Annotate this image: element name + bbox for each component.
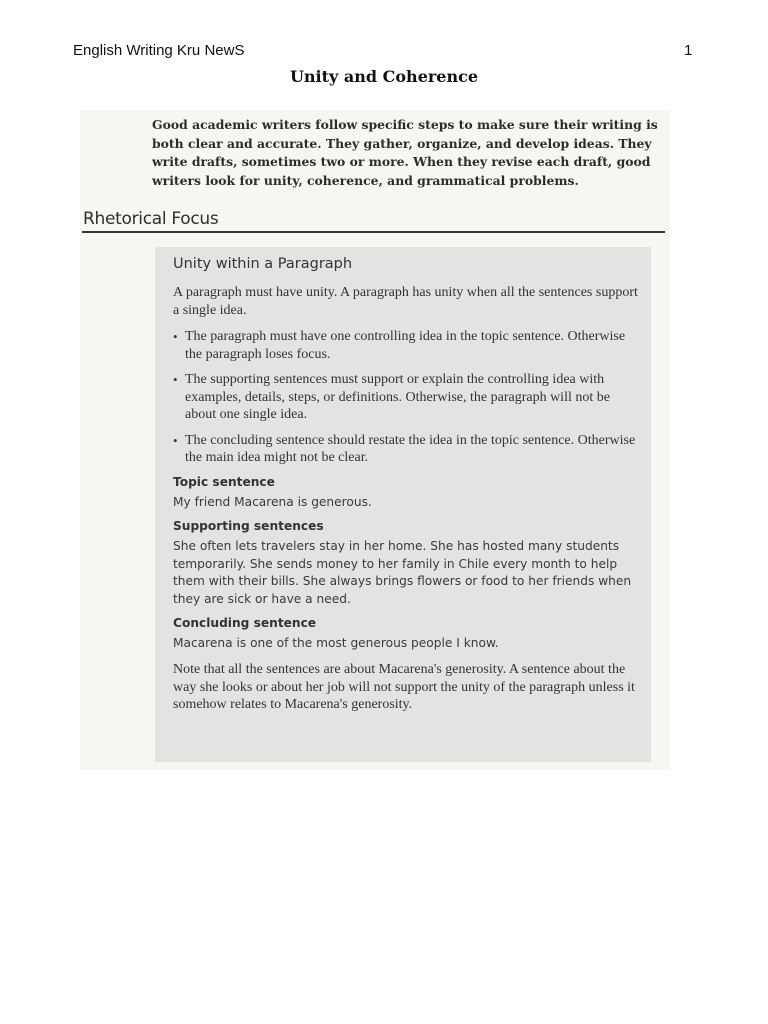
bullet-icon: • — [173, 329, 178, 344]
list-item — [173, 328, 643, 363]
box-title: Unity within a Paragraph — [173, 256, 353, 272]
bullet-icon: • — [173, 432, 178, 448]
rules-list — [173, 328, 643, 467]
bullet-icon: • — [173, 372, 178, 387]
list-item-text: The concluding sentence should restate the idea in the topic sentence. Otherwise the main idea might not be clear. — [185, 432, 636, 465]
list-item-text: The paragraph must have one controlling idea in the topic sentence. Otherwise the paragraph loses focus. — [185, 329, 626, 362]
list-item — [173, 432, 643, 467]
document-header-title: English Writing Kru NewS — [73, 42, 245, 59]
note-paragraph: Note that all the sentences are about Macarena's generosity. A sentence about the way she looks or about her job will not support the unity of the paragraph unless it somehow relates to Macarena's generosity. — [173, 662, 635, 713]
page-number: 1 — [684, 42, 693, 59]
concluding-sentence-label: Concluding sentence — [173, 616, 317, 631]
topic-sentence-label: Topic sentence — [173, 474, 275, 489]
supporting-sentences-text: She often lets travelers stay in her home. She has hosted many students temporarily. She sends money to her family in Chile every month to help them with their bills. She always brings flowers or food to her friends when they are sick or have a need. — [173, 539, 632, 606]
concluding-sentence-text: Macarena is one of the most generous people I know. — [173, 636, 499, 651]
list-item — [173, 371, 643, 424]
section-heading: Rhetorical Focus — [83, 209, 219, 229]
info-box-content — [173, 256, 643, 723]
intro-paragraph — [152, 116, 662, 190]
page-title: Unity and Coherence — [289, 67, 479, 86]
intro-text: Good academic writers follow specific steps to make sure their writing is both clear and accurate. They gather, organize, and develop ideas. They write drafts, sometimes two or more. When they revise each draft, good writers look for unity, coherence, and grammatical problems. — [152, 117, 658, 188]
box-lead-paragraph: A paragraph must have unity. A paragraph has unity when all the sentences support a single idea. — [173, 285, 638, 318]
supporting-sentences-label: Supporting sentences — [173, 519, 324, 534]
section-divider — [82, 231, 665, 233]
topic-sentence-text: My friend Macarena is generous. — [173, 494, 372, 509]
list-item-text: The supporting sentences must support or explain the controlling idea with examples, details, steps, or definitions. Otherwise, the paragraph will not be about one single idea. — [185, 372, 610, 422]
